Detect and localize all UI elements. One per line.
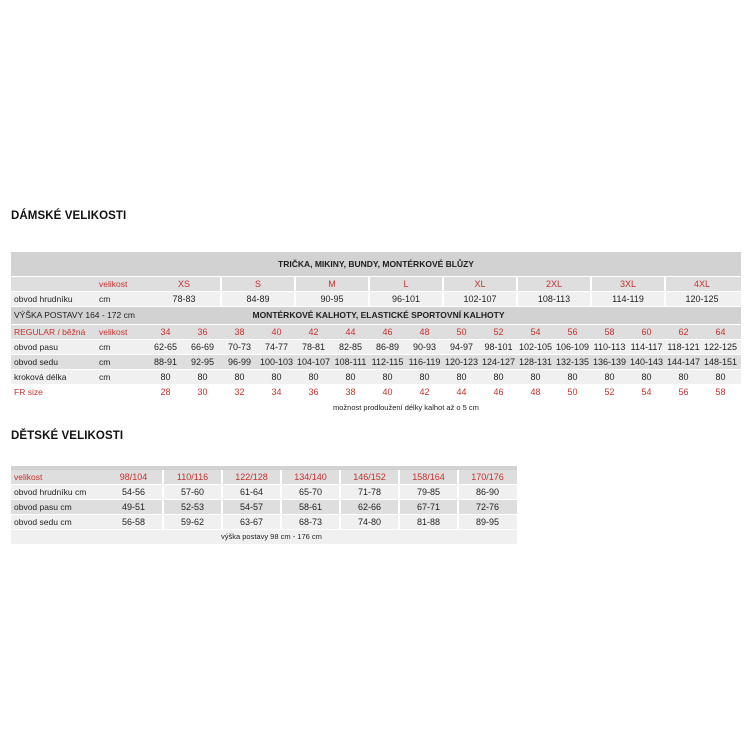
- hips-value-cell: 108-111: [334, 357, 367, 367]
- chest-value-cell: 84-89: [246, 294, 270, 304]
- shirt-size-cell: 3XL: [619, 279, 636, 289]
- hips-value-cell: 132-135: [555, 357, 590, 367]
- inseam-label: kroková délka: [14, 372, 67, 382]
- inseam-value-cell: 80: [567, 372, 578, 382]
- column-divider: [280, 515, 282, 529]
- shirts-header-row: [11, 252, 741, 276]
- kids-chest-cell: 65-70: [298, 487, 323, 497]
- column-divider: [664, 292, 666, 306]
- hips-value-cell: 100-103: [259, 357, 294, 367]
- column-divider: [162, 470, 164, 484]
- waist-value-cell: 118-121: [667, 342, 700, 352]
- shirt-size-cell: XL: [474, 279, 486, 289]
- waist-value-cell: 102-105: [518, 342, 553, 352]
- column-divider: [162, 485, 164, 499]
- pants-header: MONTÉRKOVÉ KALHOTY, ELASTICKÉ SPORTOVNÍ KALHOTY: [252, 310, 505, 320]
- pants-size-cell: 44: [345, 327, 356, 337]
- kids-size-cell: 122/128: [235, 472, 268, 482]
- kids-waist-cell: 49-51: [121, 502, 146, 512]
- waist-label: obvod pasu: [14, 342, 58, 352]
- waist-value-cell: 74-77: [264, 342, 289, 352]
- column-divider: [280, 485, 282, 499]
- hips-value-cell: 120-123: [444, 357, 479, 367]
- kids-hips-row: [11, 515, 517, 529]
- shirt-size-cell: 4XL: [693, 279, 710, 289]
- waist-value-cell: 94-97: [449, 342, 474, 352]
- chest-value-cell: 96-101: [391, 294, 421, 304]
- chest-row: [11, 292, 741, 306]
- chest-label: obvod hrudníku: [14, 294, 73, 304]
- kids-hips-cell: 81-88: [416, 517, 441, 527]
- inseam-value-cell: 80: [234, 372, 245, 382]
- column-divider: [162, 500, 164, 514]
- chest-value-cell: 102-107: [463, 294, 497, 304]
- hips-value-cell: 124-127: [481, 357, 516, 367]
- waist-value-cell: 66-69: [190, 342, 215, 352]
- hips-row: [11, 355, 741, 369]
- inseam-value-cell: 80: [308, 372, 319, 382]
- kids-chest-cell: 61-64: [239, 487, 264, 497]
- column-divider: [457, 515, 459, 529]
- regular-label: REGULAR / běžná: [14, 327, 86, 337]
- pants-size-cell: 42: [308, 327, 319, 337]
- waist-unit: cm: [99, 342, 111, 352]
- column-divider: [339, 500, 341, 514]
- hips-value-cell: 96-99: [227, 357, 252, 367]
- chest-value-cell: 120-125: [685, 294, 719, 304]
- height-label: VÝŠKA POSTAVY 164 - 172 cm: [14, 310, 135, 320]
- inseam-value-cell: 80: [530, 372, 541, 382]
- column-divider: [294, 292, 296, 306]
- kids-waist-label: obvod pasu cm: [14, 502, 72, 512]
- inseam-value-cell: 80: [715, 372, 726, 382]
- column-divider: [590, 292, 592, 306]
- pants-size-cell: 36: [197, 327, 208, 337]
- hips-value-cell: 104-107: [296, 357, 331, 367]
- hips-unit: cm: [99, 357, 111, 367]
- waist-value-cell: 98-101: [484, 342, 513, 352]
- pants-size-cell: 54: [530, 327, 541, 337]
- pants-length-note: možnost prodloužení délky kalhot až o 5 cm: [333, 403, 479, 412]
- pants-size-cell: 62: [678, 327, 689, 337]
- kids-chest-cell: 79-85: [416, 487, 441, 497]
- fr-row: FR size 28 30 32 34 36 38 40 42 44 46 48 50 52 54 56 58: [14, 387, 726, 397]
- size-label: velikost: [99, 279, 128, 289]
- column-divider: [442, 277, 444, 291]
- pants-header-row: [11, 307, 741, 324]
- column-divider: [457, 500, 459, 514]
- fr-label: FR size: [14, 387, 43, 397]
- kids-size-cell: 134/140: [294, 472, 327, 482]
- column-divider: [221, 515, 223, 529]
- waist-row: [11, 340, 741, 354]
- inseam-row: [11, 370, 741, 384]
- women-size-table: [11, 252, 741, 400]
- column-divider: [221, 470, 223, 484]
- inseam-value-cell: 80: [493, 372, 504, 382]
- column-divider: [221, 500, 223, 514]
- column-divider: [220, 277, 222, 291]
- column-divider: [368, 277, 370, 291]
- column-divider: [280, 500, 282, 514]
- kids-size-cell: 158/164: [412, 472, 445, 482]
- inseam-value-cell: 80: [160, 372, 171, 382]
- column-divider: [516, 277, 518, 291]
- inseam-value-cell: 80: [456, 372, 467, 382]
- waist-value-cell: 86-89: [375, 342, 400, 352]
- column-divider: [664, 277, 666, 291]
- pants-size-cell: 64: [715, 327, 726, 337]
- kids-waist-cell: 62-66: [357, 502, 382, 512]
- column-divider: [398, 485, 400, 499]
- pants-size-cell: 56: [567, 327, 578, 337]
- chest-value-cell: 108-113: [537, 294, 571, 304]
- kids-hips-cell: 56-58: [121, 517, 146, 527]
- kids-height-note: výška postavy 98 cm - 176 cm: [221, 532, 322, 541]
- pants-size-cell: 34: [160, 327, 171, 337]
- inseam-value-cell: 80: [641, 372, 652, 382]
- kids-waist-cell: 58-61: [298, 502, 323, 512]
- waist-value-cell: 122-125: [703, 342, 738, 352]
- hips-value-cell: 116-119: [408, 357, 441, 367]
- column-divider: [398, 470, 400, 484]
- column-divider: [280, 470, 282, 484]
- column-divider: [457, 470, 459, 484]
- kids-hips-cell: 68-73: [298, 517, 323, 527]
- inseam-value-cell: 80: [382, 372, 393, 382]
- waist-value-cell: 70-73: [227, 342, 252, 352]
- kids-hips-cell: 74-80: [357, 517, 382, 527]
- hips-value-cell: 92-95: [190, 357, 215, 367]
- column-divider: [294, 277, 296, 291]
- inseam-value-cell: 80: [604, 372, 615, 382]
- shirt-size-cell: XS: [177, 279, 190, 289]
- inseam-value-cell: 80: [419, 372, 430, 382]
- hips-value-cell: 88-91: [153, 357, 178, 367]
- kids-note-row: [11, 530, 517, 544]
- waist-value-cell: 78-81: [301, 342, 326, 352]
- kids-size-row: [11, 470, 517, 484]
- column-divider: [221, 485, 223, 499]
- column-divider: [162, 515, 164, 529]
- column-divider: [442, 292, 444, 306]
- column-divider: [398, 515, 400, 529]
- shirt-size-cell: M: [328, 279, 336, 289]
- kids-size-cell: 146/152: [353, 472, 386, 482]
- kids-waist-cell: 67-71: [416, 502, 441, 512]
- kids-waist-cell: 72-76: [475, 502, 500, 512]
- hips-value-cell: 112-115: [371, 357, 404, 367]
- kids-chest-cell: 57-60: [180, 487, 205, 497]
- shirt-size-cell: S: [254, 279, 261, 289]
- column-divider: [516, 292, 518, 306]
- kids-size-cell: 170/176: [471, 472, 504, 482]
- hips-value-cell: 136-139: [592, 357, 627, 367]
- column-divider: [220, 292, 222, 306]
- shirts-header: TRIČKA, MIKINY, BUNDY, MONTÉRKOVÉ BLŮZY: [278, 259, 474, 269]
- inseam-value-cell: 80: [345, 372, 356, 382]
- waist-value-cell: 90-93: [412, 342, 437, 352]
- pants-size-cell: 38: [234, 327, 245, 337]
- kids-sizes-title: DĚTSKÉ VELIKOSTI: [11, 430, 124, 442]
- pants-size-cell: 50: [456, 327, 467, 337]
- hips-value-cell: 144-147: [666, 357, 701, 367]
- inseam-value-cell: 80: [678, 372, 689, 382]
- pants-size-label: velikost: [99, 327, 128, 337]
- pants-size-cell: 52: [493, 327, 504, 337]
- kids-hips-cell: 89-95: [475, 517, 500, 527]
- column-divider: [590, 277, 592, 291]
- pants-size-cell: 46: [382, 327, 393, 337]
- kids-size-cell: 110/116: [176, 472, 209, 482]
- waist-value-cell: 114-117: [630, 342, 663, 352]
- waist-value-cell: 110-113: [593, 342, 626, 352]
- column-divider: [339, 470, 341, 484]
- hips-value-cell: 148-151: [703, 357, 738, 367]
- column-divider: [368, 292, 370, 306]
- kids-waist-cell: 54-57: [239, 502, 264, 512]
- chest-value-cell: 90-95: [320, 294, 344, 304]
- kids-size-label: velikost: [14, 472, 43, 482]
- shirts-size-row: [11, 277, 741, 291]
- waist-value-cell: 106-109: [555, 342, 590, 352]
- kids-waist-cell: 52-53: [180, 502, 205, 512]
- pants-size-cell: 48: [419, 327, 430, 337]
- hips-label: obvod sedu: [14, 357, 58, 367]
- women-sizes-title: DÁMSKÉ VELIKOSTI: [11, 210, 127, 222]
- waist-value-cell: 82-85: [338, 342, 363, 352]
- kids-size-cell: 98/104: [119, 472, 148, 482]
- column-divider: [339, 515, 341, 529]
- pants-size-cell: 58: [604, 327, 615, 337]
- kids-chest-cell: 86-90: [475, 487, 500, 497]
- chest-value-cell: 78-83: [172, 294, 196, 304]
- pants-size-cell: 60: [641, 327, 652, 337]
- unit-label: cm: [99, 294, 111, 304]
- inseam-value-cell: 80: [197, 372, 208, 382]
- kids-hips-cell: 63-67: [239, 517, 264, 527]
- kids-size-table: [11, 466, 517, 542]
- kids-chest-cell: 54-56: [121, 487, 146, 497]
- kids-chest-row: [11, 485, 517, 499]
- kids-chest-cell: 71-78: [357, 487, 382, 497]
- inseam-unit: cm: [99, 372, 111, 382]
- column-divider: [457, 485, 459, 499]
- kids-waist-row: [11, 500, 517, 514]
- inseam-value-cell: 80: [271, 372, 282, 382]
- waist-value-cell: 62-65: [153, 342, 178, 352]
- kids-chest-label: obvod hrudníku cm: [14, 487, 87, 497]
- column-divider: [339, 485, 341, 499]
- chest-value-cell: 114-119: [612, 294, 644, 304]
- shirt-size-cell: 2XL: [545, 279, 562, 289]
- pants-size-row: [11, 325, 741, 339]
- kids-hips-cell: 59-62: [180, 517, 205, 527]
- hips-value-cell: 140-143: [629, 357, 664, 367]
- kids-hips-label: obvod sedu cm: [14, 517, 72, 527]
- column-divider: [398, 500, 400, 514]
- shirt-size-cell: L: [403, 279, 409, 289]
- pants-size-cell: 40: [271, 327, 282, 337]
- hips-value-cell: 128-131: [518, 357, 553, 367]
